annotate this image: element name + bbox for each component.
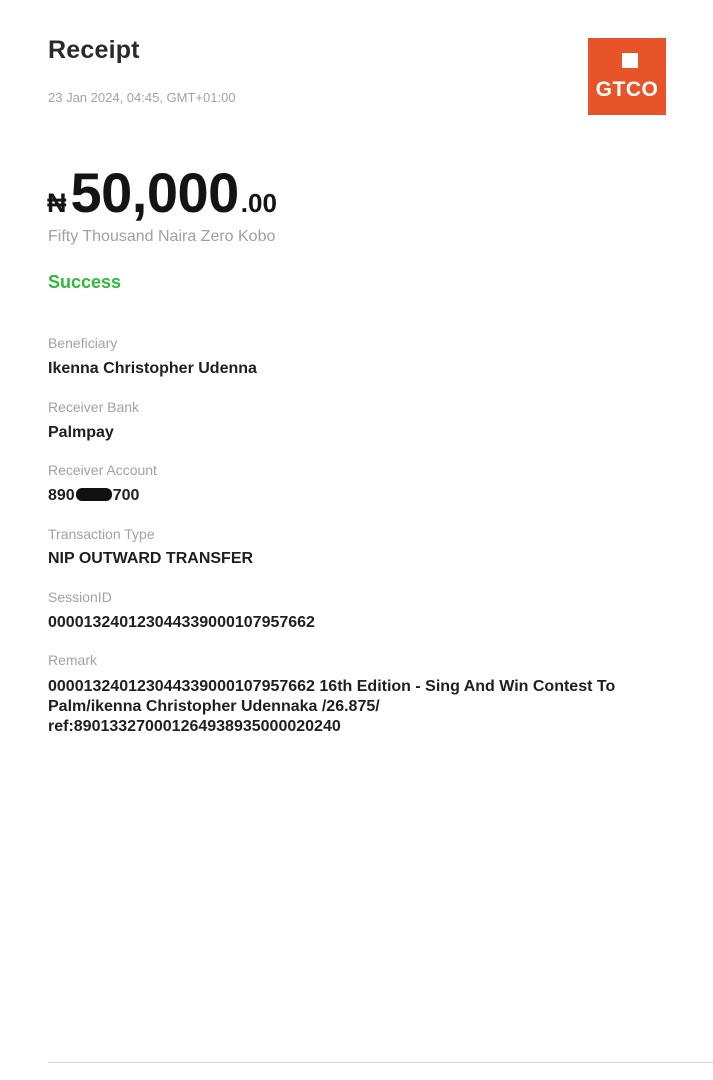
bottom-divider — [48, 1062, 713, 1063]
amount-in-words: Fifty Thousand Naira Zero Kobo — [48, 228, 276, 245]
transaction-type-label: Transaction Type — [48, 526, 155, 542]
account-prefix: 890 — [48, 487, 75, 504]
amount-decimal: .00 — [240, 188, 277, 218]
receipt-timestamp: 23 Jan 2024, 04:45, GMT+01:00 — [48, 90, 236, 105]
session-id-value: 000013240123044339000107957662 — [48, 614, 315, 631]
logo-square-icon — [622, 53, 638, 68]
receiver-account-value — [48, 487, 139, 505]
session-id-label: SessionID — [48, 589, 112, 605]
redaction-mark — [76, 488, 112, 501]
receiver-account-label: Receiver Account — [48, 462, 157, 478]
remark-label: Remark — [48, 652, 98, 668]
status-badge: Success — [48, 272, 122, 292]
receiver-bank-label: Receiver Bank — [48, 399, 140, 415]
beneficiary-value: Ikenna Christopher Udenna — [48, 360, 257, 377]
amount-display — [47, 160, 277, 230]
receiver-bank-value: Palmpay — [48, 424, 114, 441]
logo-text: GTCO — [595, 78, 659, 101]
gtco-logo — [588, 38, 666, 115]
transaction-type-value: NIP OUTWARD TRANSFER — [48, 550, 254, 567]
beneficiary-label: Beneficiary — [48, 335, 118, 351]
amount-whole: 50,000 — [70, 161, 239, 224]
remark-value: 000013240123044339000107957662 16th Edition - Sing And Win Contest To Palm/ikenna Christopher Udennaka /26.875/ ref:890133270001264938935000020240 — [48, 678, 616, 735]
account-suffix: 700 — [112, 487, 140, 504]
page-title: Receipt — [48, 36, 140, 64]
naira-currency-symbol: ₦ — [47, 188, 67, 218]
